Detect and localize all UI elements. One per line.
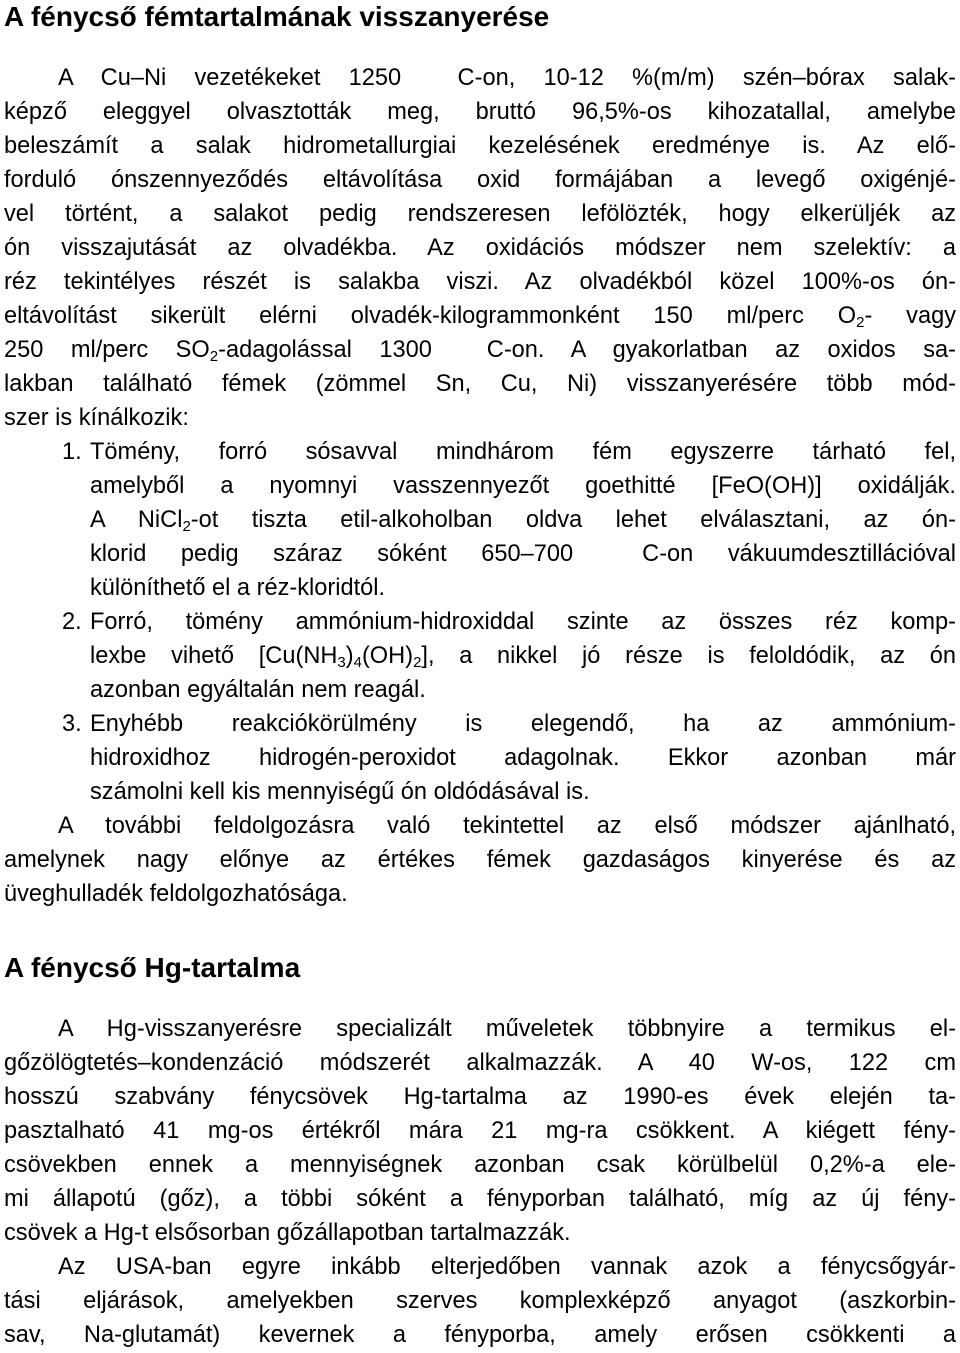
list-number: 1. bbox=[62, 439, 82, 465]
text-line: hosszú szabvány fénycsövek Hg-tartalma az 1990-es évek elején ta- bbox=[4, 1084, 956, 1110]
text-fragment: -ot tiszta etil-alkoholban oldva lehet elválasztani, az ón- bbox=[190, 507, 956, 533]
text-fragment: - vagy bbox=[864, 303, 956, 329]
subscript: 2 bbox=[209, 348, 219, 365]
text-fragment: ) bbox=[345, 643, 354, 669]
text-line: amelyből a nyomnyi vasszennyezőt goethitté [FeO(OH)] oxidálják. bbox=[90, 473, 956, 499]
text-fragment: lexbe vihető [Cu(NH bbox=[90, 643, 338, 669]
text-line: vel történt, a salakot pedig rendszeresen lefölözték, hogy elkerüljék az bbox=[4, 201, 956, 227]
text-line: hidroxidhoz hidrogén-peroxidot adagolnak. Ekkor azonban már bbox=[90, 745, 956, 771]
text-line: ón visszajutását az olvadékba. Az oxidációs módszer nem szelektív: a bbox=[4, 235, 956, 261]
text-fragment: -adagolással 1300 C-on. A gyakorlatban az oxidos sa- bbox=[218, 337, 956, 363]
text-line: amelynek nagy előnye az értékes fémek gazdaságos kinyerése és az bbox=[4, 847, 956, 873]
paragraph-hg-intro bbox=[4, 1012, 956, 1250]
subscript: 2 bbox=[182, 518, 191, 535]
text-line: Tömény, forró sósavval mindhárom fém egyszerre tárható fel, bbox=[90, 439, 956, 465]
list-item bbox=[4, 435, 956, 605]
subscript: 2 bbox=[413, 654, 422, 671]
text-line: réz tekintélyes részét is salakba viszi. Az olvadékból közel 100%-os ón- bbox=[4, 269, 956, 295]
text-line bbox=[4, 299, 956, 333]
paragraph-usa bbox=[4, 1250, 956, 1352]
text-line: lakban található fémek (zömmel Sn, Cu, Ni) visszanyerésére több mód- bbox=[4, 371, 956, 397]
text-line bbox=[4, 503, 956, 537]
text-line: tási eljárások, amelyekben szerves komplexképző anyagot (aszkorbin- bbox=[4, 1288, 956, 1314]
subscript: 3 bbox=[337, 654, 346, 671]
paragraph-intro bbox=[4, 61, 956, 435]
text-line: A Hg-visszanyerésre specializált műveletek többnyire a termikus el- bbox=[58, 1016, 956, 1042]
text-line: forduló ónszennyeződés eltávolítása oxid formájában a levegő oxigénjé- bbox=[4, 167, 956, 193]
text-line: csövek a Hg-t elsősorban gőzállapotban tartalmazzák. bbox=[4, 1220, 571, 1246]
text-line: képző eleggyel olvasztották meg, bruttó 96,5%-os kihozatallal, amelybe bbox=[4, 99, 956, 125]
text-line: Az USA-ban egyre inkább elterjedőben vannak azok a fénycsőgyár- bbox=[58, 1254, 956, 1280]
text-line: pasztalható 41 mg-os értékről mára 21 mg-ra csökkent. A kiégett fény- bbox=[4, 1118, 956, 1144]
text-line: gőzölögtetés–kondenzáció módszerét alkalmazzák. A 40 W-os, 122 cm bbox=[4, 1050, 956, 1076]
text-line: számolni kell kis mennyiségű ón oldódásával is. bbox=[90, 779, 590, 805]
paragraph-conclusion bbox=[4, 809, 956, 911]
text-fragment: eltávolítást sikerült elérni olvadék-kilogrammonként 150 ml/perc O bbox=[4, 303, 857, 329]
list-item bbox=[4, 707, 956, 809]
text-line: azonban egyáltalán nem reagál. bbox=[90, 677, 426, 703]
text-line: csövekben ennek a mennyiségnek azonban csak körülbelül 0,2%-a ele- bbox=[4, 1152, 956, 1178]
list-item bbox=[4, 605, 956, 707]
subscript: 4 bbox=[353, 654, 362, 671]
text-line: különíthető el a réz-kloridtól. bbox=[90, 575, 386, 601]
list-number: 3. bbox=[62, 711, 82, 737]
subscript: 2 bbox=[856, 314, 865, 331]
text-line: klorid pedig száraz sóként 650–700 C-on vákuumdesztillációval bbox=[90, 541, 956, 567]
text-fragment: A NiCl bbox=[90, 507, 183, 533]
text-fragment: 250 ml/perc SO bbox=[4, 337, 210, 363]
text-line: üveghulladék feldolgozhatósága. bbox=[4, 881, 348, 907]
text-line: Enyhébb reakciókörülmény is elegendő, ha az ammónium- bbox=[90, 711, 956, 737]
text-line: sav, Na-glutamát) kevernek a fényporba, amely erősen csökkenti a bbox=[4, 1322, 956, 1348]
text-line bbox=[4, 639, 956, 673]
section-title-metal-recovery: A fénycső fémtartalmának visszanyerése bbox=[4, 1, 550, 32]
text-line: A további feldolgozásra való tekintettel az első módszer ajánlható, bbox=[58, 813, 956, 839]
text-fragment: (OH) bbox=[361, 643, 414, 669]
text-line: mi állapotú (gőz), a többi sóként a fényporban található, míg az új fény- bbox=[4, 1186, 956, 1212]
text-line: A Cu–Ni vezetékeket 1250 C-on, 10-12 %(m/m) szén–bórax salak- bbox=[58, 65, 956, 91]
numbered-list bbox=[4, 435, 956, 809]
text-line bbox=[4, 333, 956, 367]
list-number: 2. bbox=[62, 609, 82, 635]
text-line: beleszámít a salak hidrometallurgiai kezelésének eredménye is. Az elő- bbox=[4, 133, 956, 159]
section-title-hg-content: A fénycső Hg-tartalma bbox=[4, 952, 301, 983]
text-line: Forró, tömény ammónium-hidroxiddal szinte az összes réz komp- bbox=[90, 609, 956, 635]
text-line: szer is kínálkozik: bbox=[4, 405, 189, 431]
text-fragment: ], a nikkel jó része is feloldódik, az ón bbox=[421, 643, 956, 669]
